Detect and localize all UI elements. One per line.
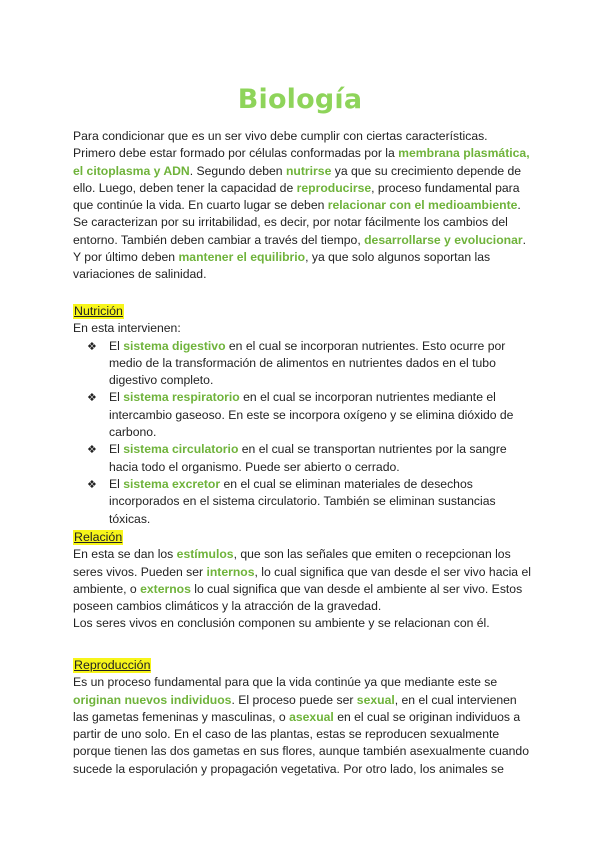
text-run: , lo cual significa que van desde el ser vivo hacia el ambiente, o (73, 564, 531, 596)
relacion-conclusion: Los seres vivos en conclusión componen su ambiente y se relacionan con él. (73, 616, 490, 631)
intro-paragraph (73, 128, 533, 284)
key-term: asexual (289, 709, 334, 724)
text-run: en el cual se originan individuos a partir de uno solo. En el caso de las plantas, estas se reproducen sexualmente porque tienen las dos gametas en sus flores, aunque también asexualmente cuando sucede la esporulación y propagación vegetativa. Por otro lado, los animales se (73, 709, 529, 776)
key-term: internos (206, 564, 255, 579)
key-term: membrana plasmática, el citoplasma y ADN (73, 146, 530, 178)
key-term: sistema digestivo (123, 338, 226, 353)
relacion-section (73, 529, 533, 633)
section-heading-nutricion: Nutrición (74, 304, 123, 318)
text-run: . El proceso puede ser (231, 692, 357, 707)
list-item (73, 389, 533, 441)
text-run: en el cual se eliminan materiales de desechos incorporados en el sistema circulatorio. También se eliminan sustancias tóxicas. (109, 476, 496, 526)
text-run: en el cual se incorporan nutrientes mediante el intercambio gaseoso. En este se incorpora oxígeno y se elimina dióxido de carbono. (109, 390, 514, 440)
section-heading-relacion: Relación (74, 530, 123, 544)
text-run: ya que su crecimiento depende de ello. Luego, deben tener la capacidad de (73, 163, 522, 195)
relacion-body (73, 546, 533, 615)
text-run: , en el cual intervienen las gametas femeninas y masculinas, o (73, 692, 517, 724)
key-term: sistema circulatorio (123, 442, 239, 457)
key-term: externos (140, 581, 191, 596)
text-run: . Segundo deben (189, 163, 286, 178)
list-item (73, 476, 533, 528)
text-run: En esta se dan los (73, 547, 177, 562)
key-term: relacionar con el medioambiente (327, 198, 518, 213)
key-term: nutrirse (285, 163, 332, 178)
diamond-bullet-icon: ❖ (87, 443, 97, 457)
reproduccion-body (73, 674, 533, 778)
text-run: , proceso fundamental para que continúe la vida. En cuarto lugar se deben (73, 180, 520, 213)
text-run: . Se caracterizan por su irritabilidad, es decir, por notar fácilmente los cambios del entorno. También deben cambiar a través del tiempo, (73, 198, 521, 247)
nutricion-section (73, 303, 533, 528)
text-run: Para condicionar que es un ser vivo debe cumplir con ciertas características. Primero debe estar formado por células conformadas por la (73, 129, 488, 161)
text-run: , ya que solo algunos soportan las variaciones de salinidad. (73, 250, 491, 282)
nutricion-lead: En esta intervienen: (73, 321, 181, 336)
key-term: estímulos (176, 547, 234, 562)
text-run: en el cual se transportan nutrientes por la sangre hacia todo el organismo. Puede ser abierto o cerrado. (109, 442, 507, 474)
key-term: sexual (356, 692, 395, 707)
text-run: El (109, 390, 124, 405)
reproduccion-section (73, 657, 533, 778)
diamond-bullet-icon: ❖ (87, 339, 97, 353)
text-run: El (109, 476, 124, 491)
text-run: , que son las señales que emiten o recepcionan los seres vivos. Pueden ser (73, 547, 511, 579)
key-term: sistema respiratorio (123, 390, 240, 405)
key-term: reproducirse (296, 180, 372, 195)
text-run: El (109, 338, 124, 353)
diamond-bullet-icon: ❖ (87, 391, 97, 405)
nutricion-list (73, 338, 533, 528)
diamond-bullet-icon: ❖ (87, 477, 97, 491)
key-term: desarrollarse y evolucionar (364, 232, 523, 247)
key-term: mantener el equilibrio (178, 250, 306, 265)
text-run: Es un proceso fundamental para que la vida continúe ya que mediante este se (73, 675, 498, 690)
list-item (73, 441, 533, 476)
text-run: en el cual se incorporan nutrientes. Esto ocurre por medio de la transformación de alimentos en nutrientes dados en el tubo digestivo completo. (109, 338, 506, 388)
key-term: originan nuevos individuos (73, 692, 232, 707)
list-item (73, 338, 533, 390)
text-run: lo cual significa que van desde el ambiente al ser vivo. Estos poseen cambios climáticos y la atracción de la gravedad. (73, 581, 523, 614)
section-heading-reproduccion: Reproducción (74, 658, 151, 672)
page-title: Biología (237, 84, 363, 115)
key-term: sistema excretor (123, 476, 221, 491)
text-run: El (109, 442, 124, 457)
text-run: . Y por último deben (73, 232, 526, 265)
